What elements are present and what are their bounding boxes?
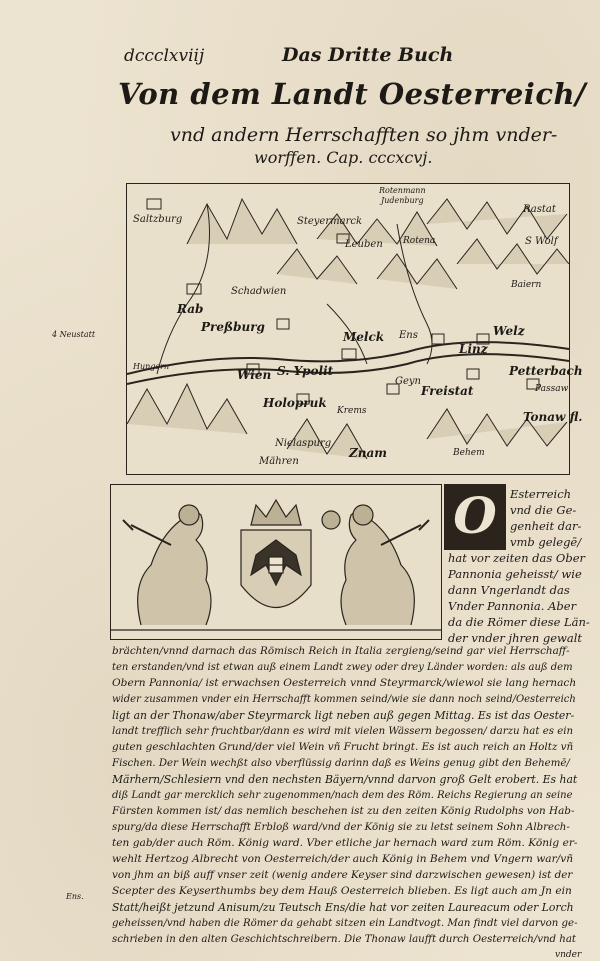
map-label-melck: Melck (343, 330, 385, 344)
body-text-line: Statt/heißt jetzund Anisum/zu Teutsch Ens/die hat vor zeiten Laureacum oder Lorch (112, 901, 574, 914)
map-label-leoben: Leuben (345, 239, 383, 250)
catchword: vnder (555, 950, 582, 960)
side-text-line: der vnder jhren gewalt (448, 631, 583, 645)
map-label-rottenmann: Rotenmann (379, 186, 426, 195)
map-label-raab: Rab (177, 302, 204, 316)
body-text-line: brächten/vnnd darnach das Römisch Reich in Italia zergieng/seind gar viel Herrschaff- (112, 645, 570, 657)
map-label-passau: Passaw (535, 384, 569, 394)
map-label-peterbach: Petterbach (509, 364, 583, 378)
side-text-line: hat vor zeiten das Ober (448, 551, 586, 565)
drop-cap: O (444, 484, 506, 550)
chapter-title: Von dem Landt Oesterreich/ (118, 77, 587, 111)
map-label-schadwien: Schadwien (231, 286, 287, 297)
body-margin-note: Ens. (66, 892, 84, 901)
map-label-freistat: Freistat (421, 384, 474, 398)
map-label-salzburg: Saltzburg (133, 214, 183, 225)
map-label-linz: Linz (459, 342, 488, 356)
map-label-baiern: Baiern (511, 280, 542, 290)
map-label-holopruck: Holopruk (263, 396, 327, 410)
map-label-tonaw: Tonaw fl. (523, 410, 583, 424)
chapter-subtitle-line1: vnd andern Herrschafften so jhm vnder- (170, 124, 558, 146)
coat-of-arms-woodcut (110, 484, 442, 640)
body-text-line: landt trefflich sehr fruchtbar/dann es wird mit vielen Wässern begossen/ darzu hat es ein (112, 726, 574, 737)
body-text-line: wehlt Hertzog Albrecht von Oesterreich/der auch König in Behem vnd Vngern war/vñ (112, 853, 574, 865)
side-text-line: da die Römer diese Län- (448, 615, 590, 629)
side-text-line: vnd die Ge- (510, 503, 577, 517)
side-text-line: Esterreich (510, 487, 572, 501)
side-text-line: Pannonia geheisst/ wie (448, 567, 582, 581)
side-text-line: genheit dar- (510, 519, 582, 533)
body-text-line: Märhern/Schlesiern vnd den nechsten Bäyern/vnnd darvon groß Gelt erobert. Es hat (112, 773, 578, 786)
side-text-line: Vnder Pannonia. Aber (448, 599, 577, 613)
body-text-line: Obern Pannonia/ ist erwachsen Oesterreich vnnd Steyrmarck/wiewol sie lang hernach (112, 677, 577, 689)
body-text-line: guten geschlachten Grund/der viel Wein vñ Frucht bringt. Es ist auch reich an Holtz vñ (112, 741, 574, 753)
running-head: Das Dritte Buch (282, 44, 454, 66)
map-label-nielasburg: Nielaspurg (275, 438, 332, 449)
body-text-line: von jhm an biß auff vnser zeit (wenig andere Keyser sind darzwischen gewesen) ist der (112, 869, 573, 881)
map-label-judenburg: Judenburg (381, 196, 424, 205)
map-label-wien: Wien (237, 368, 272, 382)
body-text-line: Fischen. Der Wein wechßt also vberflüssig darinn daß es Weins genug gibt den Behemē/ (112, 758, 570, 769)
map-margin-note: 4 Neustatt (52, 330, 96, 339)
map-label-geyn: Geyn (395, 376, 421, 387)
body-text-line: diß Landt gar mercklich sehr zugenommen/nach dem des Röm. Reichs Regierung an seine (112, 790, 573, 801)
body-text-line: ligt an der Thonaw/aber Steyrmarck ligt neben auß gegen Mittag. Es ist das Oester- (112, 709, 575, 722)
side-text-line: dann Vngerlandt das (448, 583, 570, 597)
chapter-subtitle-line2: worffen. Cap. cccxcvj. (254, 148, 433, 167)
austria-map (126, 183, 583, 475)
map-label-pressburg: Preßburg (201, 320, 265, 334)
body-text-line: Fürsten kommen ist/ das nemlich beschehen ist zu den zeiten König Rudolphs von Hab- (112, 805, 575, 817)
map-label-rotena: Rotena (403, 236, 436, 246)
map-label-behem: Behem (453, 448, 485, 458)
side-text-line: vmb gelegē/ (510, 535, 582, 549)
body-text-line: wider zusammen vnder ein Herrschafft kommen seind/wie sie dann noch seind/Oesterreich (112, 694, 576, 705)
map-label-hungarn: Hungern (133, 362, 170, 371)
map-label-steyermarck: Steyermarck (297, 216, 363, 227)
map-label-ens: Ens (399, 330, 418, 341)
map-label-st-polten: S. Ypolit (277, 364, 334, 378)
map-label-znaim: Znam (349, 446, 387, 460)
coat-of-arms-drawing (111, 485, 441, 639)
map-label-rastat: Rastat (523, 204, 556, 215)
body-text-line: geheissen/vnd haben die Römer da gehabt sitzen ein Landtvogt. Man findt viel darvon ge- (112, 918, 578, 929)
body-text-line: Scepter des Keyserthumbs bey dem Hauß Oesterreich blieben. Es ligt auch am Jn ein (112, 885, 572, 897)
map-label-mahren: Mähren (259, 456, 299, 467)
body-text-line: schrieben in den alten Geschichtschreibern. Die Thonaw laufft durch Oesterreich/vnd hat (112, 934, 576, 945)
map-label-wolf: S Wolf (525, 236, 558, 247)
body-text-line: ten erstanden/vnd ist etwan auß einem Landt zwey oder drey Länder worden: als auß dem (112, 662, 573, 673)
body-text-line: ten gab/der auch Röm. König ward. Vber etliche jar hernach ward zum Röm. König er- (112, 837, 578, 849)
map-label-welz: Welz (493, 324, 525, 338)
map-label-krems: Krems (337, 406, 367, 416)
page-number: dccclxviij (124, 46, 205, 66)
body-text-line: spurg/da diese Herrschafft Erbloß ward/vnd der König sie zu letst seinem Sohn Albrech- (112, 822, 570, 833)
